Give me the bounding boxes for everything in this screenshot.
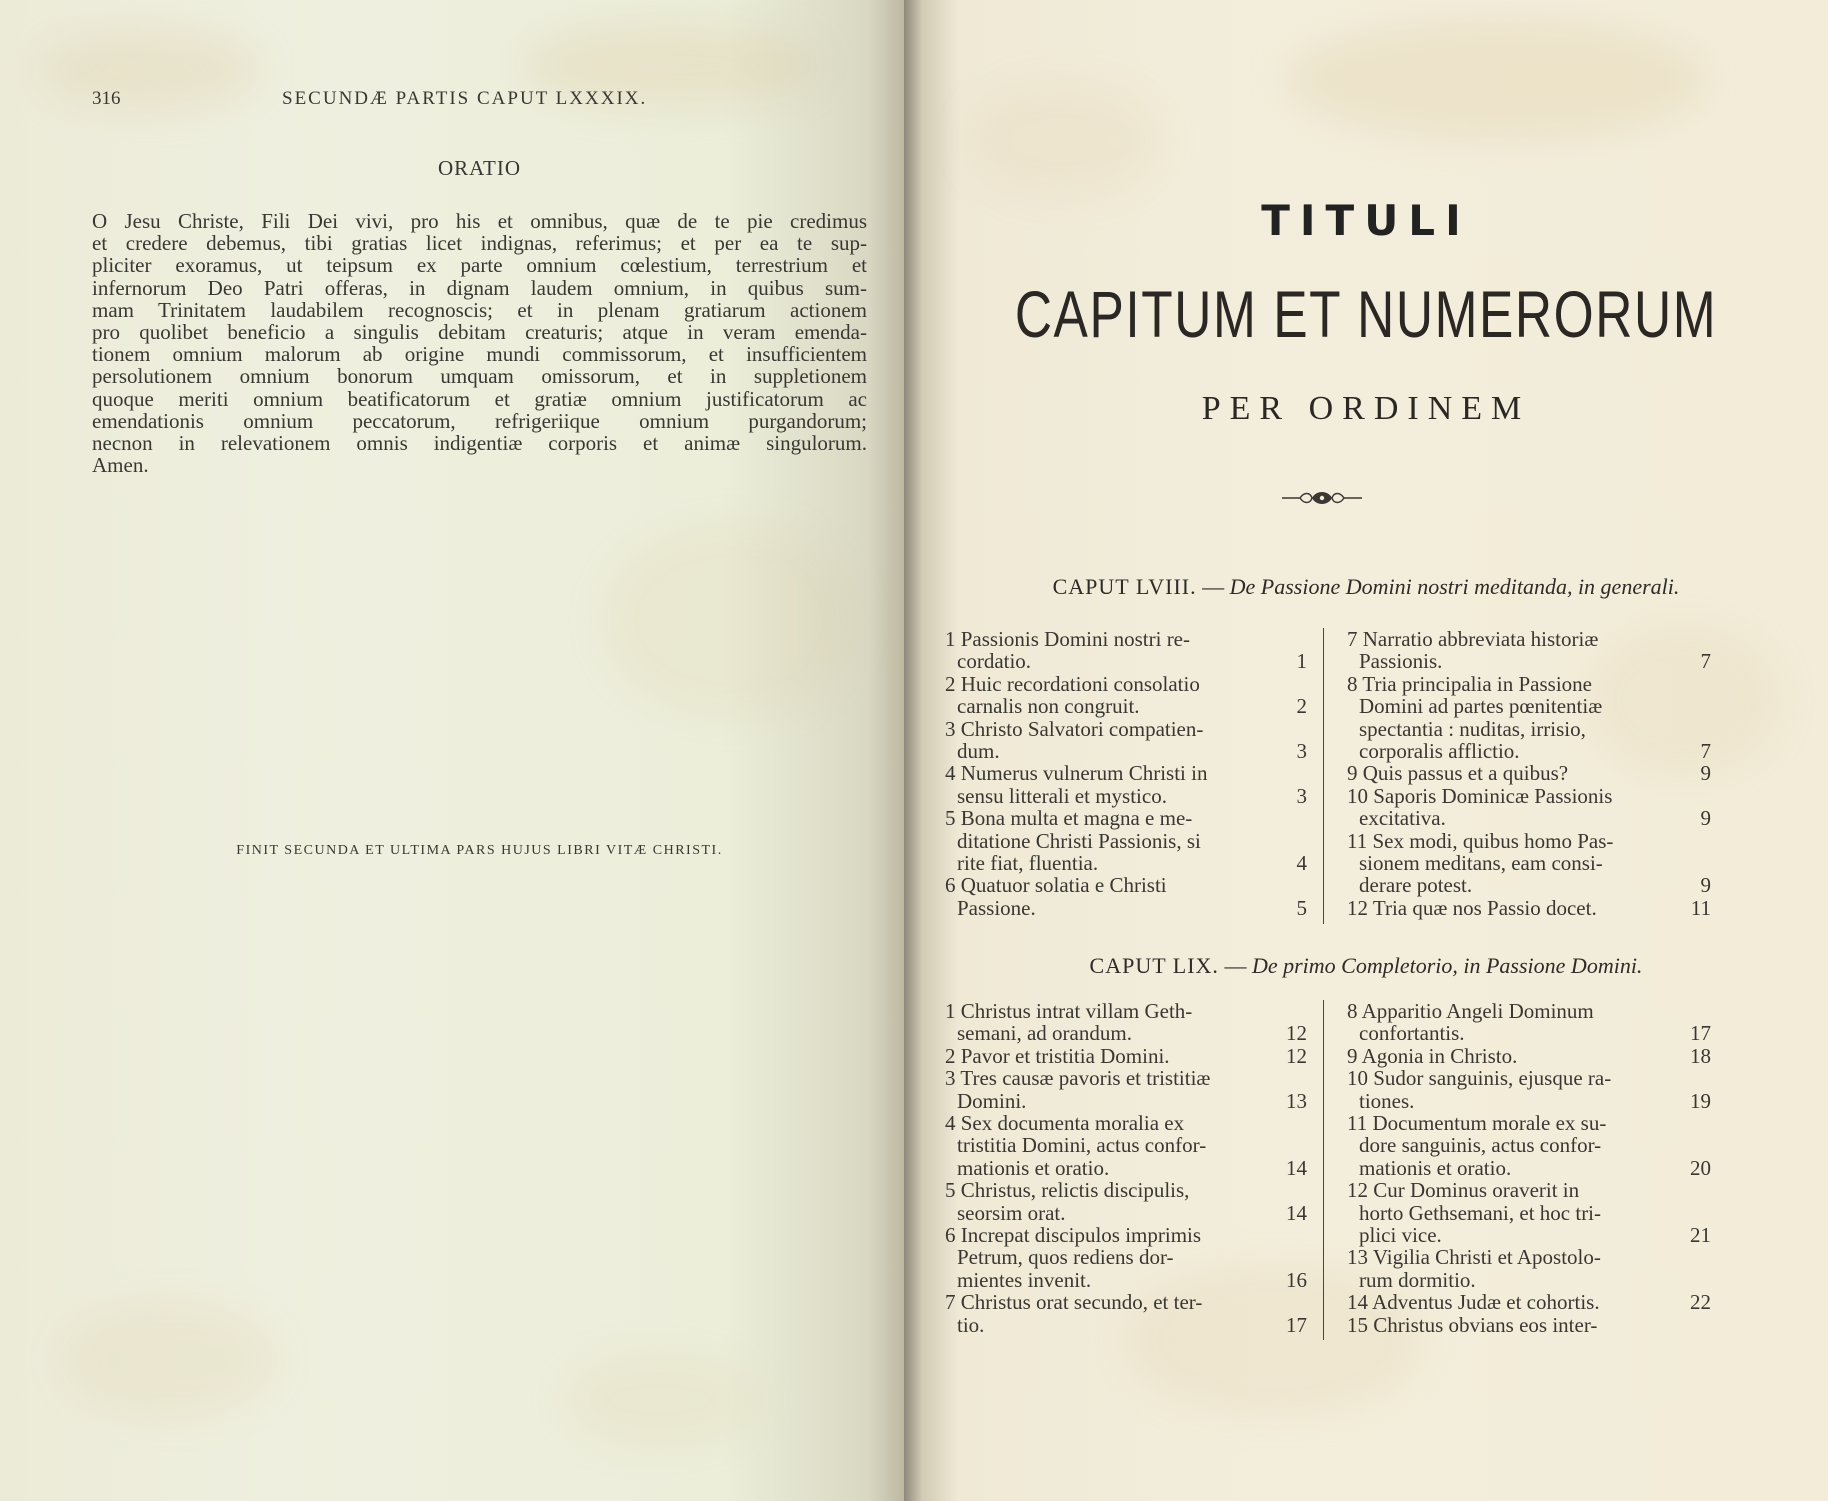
prayer-title: ORATIO (438, 156, 521, 180)
toc-line: 1 Passionis Domini nostri re- (945, 627, 1190, 651)
toc-line: tiones. 19 (1359, 1088, 1711, 1113)
page-number: 316 (92, 88, 121, 109)
toc-line: 13 Vigilia Christi et Apostolo- (1347, 1245, 1601, 1270)
toc-line: Domini ad partes pœnitentiæ (1359, 694, 1603, 719)
column-rule (1323, 1000, 1324, 1340)
toc-line: dum. 3 (957, 739, 1307, 764)
title-line-3: PER ORDINEM (1201, 390, 1531, 427)
prayer-line: tionem omnium malorum ab origine mundi commissorum, et insufficientem (92, 342, 867, 367)
toc-line: 7 Narratio abbreviata historiæ (1347, 627, 1599, 651)
toc-line: derare potest. 9 (1359, 873, 1711, 898)
toc-line: mationis et oratio. 14 (957, 1155, 1307, 1180)
toc-line: mationis et oratio. 20 (1359, 1155, 1711, 1180)
ornament-divider-icon (1280, 486, 1364, 510)
chapter-heading-lviii (904, 574, 1828, 600)
toc-line: 11 Documentum morale ex su- (1347, 1111, 1607, 1136)
toc-line: 10 Saporis Dominicæ Passionis (1347, 783, 1613, 808)
running-head-title: SECUNDÆ PARTIS CAPUT LXXXIX. (282, 88, 648, 109)
toc-line: rum dormitio. (1359, 1267, 1476, 1292)
prayer-line: pliciter exoramus, ut teipsum ex parte omnium cœlestium, terrestrium et (92, 253, 867, 278)
column-rule (1323, 628, 1324, 924)
toc-line: 12 Cur Dominus oraverit in (1347, 1178, 1580, 1203)
toc-line: seorsim orat. 14 (957, 1200, 1307, 1225)
chapter-heading-lix (904, 953, 1828, 979)
toc-line: tio. 17 (957, 1312, 1307, 1337)
toc-line: spectantia : nuditas, irrisio, (1359, 716, 1586, 741)
toc-line: 3 Christo Salvatori compatien- (945, 716, 1204, 741)
prayer-line: pro quolibet beneficio a singulis debitam creaturis; atque in veram emenda- (92, 320, 867, 345)
toc-line: Domini. 13 (957, 1088, 1307, 1113)
toc-line: 15 Christus obvians eos inter- (1347, 1312, 1598, 1337)
toc-column-right (1347, 628, 1711, 919)
prayer-line: et credere debemus, tibi gratias licet indignas, referimus; et per ea te sup- (92, 231, 867, 256)
toc-line: 6 Quatuor solatia e Christi (945, 873, 1167, 898)
prayer-line: emendationis omnium peccatorum, refrigeriique omnium purgandorum; (92, 408, 867, 433)
toc-line: excitativa. 9 (1359, 806, 1711, 831)
running-head (92, 88, 682, 112)
chapter-label: CAPUT LIX. (1089, 953, 1219, 978)
toc-line: 10 Sudor sanguinis, ejusque ra- (1347, 1066, 1612, 1091)
toc-line: carnalis non congruit. 2 (957, 694, 1307, 719)
chapter-dash: — (1218, 953, 1252, 978)
toc-line: Passione. 5 (957, 895, 1307, 920)
toc-line: 6 Increpat discipulos imprimis (945, 1223, 1202, 1248)
toc-line: ditatione Christi Passionis, si (957, 828, 1201, 853)
toc-line: dore sanguinis, actus confor- (1359, 1133, 1602, 1158)
toc-line: 8 Apparitio Angeli Dominum (1347, 999, 1594, 1023)
chapter-label: CAPUT LVIII. (1052, 574, 1197, 599)
toc-line: corporalis afflictio. 7 (1359, 739, 1711, 764)
toc-column-left (945, 1000, 1307, 1336)
toc-line: 5 Bona multa et magna e me- (945, 806, 1193, 831)
prayer-line: quoque meriti omnium beatificatorum et gratiæ omnium justificatorum ac (92, 386, 867, 411)
toc-line: sensu litterali et mystico. 3 (957, 783, 1307, 808)
toc-column-left (945, 628, 1307, 919)
prayer-line: necnon in relevationem omnis indigentiæ corporis et animæ singulorum. (92, 431, 867, 456)
colophon-line: FINIT SECUNDA ET ULTIMA PARS HUJUS LIBRI VITÆ CHRISTI. (236, 843, 723, 858)
prayer-line: mam Trinitatem laudabilem recognoscis; et in plenam gratiarum actionem (92, 297, 867, 322)
chapter-title: De primo Completorio, in Passione Domini. (1251, 953, 1643, 978)
toc-line: mientes invenit. 16 (957, 1267, 1307, 1292)
toc-line: 14 Adventus Judæ et cohortis. 22 (1347, 1290, 1711, 1315)
toc-line: confortantis. 17 (1359, 1021, 1711, 1046)
toc-line: 4 Numerus vulnerum Christi in (945, 761, 1208, 786)
toc-line: 1 Christus intrat villam Geth- (945, 999, 1193, 1023)
toc-line: Passionis. 7 (1359, 649, 1711, 674)
title-line-1: TITULI (1261, 196, 1471, 245)
toc-line: 9 Agonia in Christo. 18 (1347, 1043, 1711, 1068)
toc-line: 7 Christus orat secundo, et ter- (945, 1290, 1203, 1315)
toc-line: Petrum, quos rediens dor- (957, 1245, 1174, 1270)
toc-line: rite fiat, fluentia. 4 (957, 851, 1307, 876)
toc-line: 2 Huic recordationi consolatio (945, 671, 1200, 696)
toc-line: plici vice. 21 (1359, 1223, 1711, 1248)
toc-line: 5 Christus, relictis discipulis, (945, 1178, 1190, 1203)
toc-line: 4 Sex documenta moralia ex (945, 1111, 1185, 1136)
prayer-text (92, 210, 867, 476)
title-line-2: CAPITUM ET NUMERORUM (1014, 277, 1718, 351)
toc-line: 11 Sex modi, quibus homo Pas- (1347, 828, 1614, 853)
prayer-line: persolutionem omnium bonorum umquam omissorum, et in suppletionem (92, 364, 867, 389)
toc-line: sionem meditans, eam consi- (1359, 851, 1603, 876)
toc-column-right (1347, 1000, 1711, 1336)
toc-line: 8 Tria principalia in Passione (1347, 671, 1592, 696)
prayer-line: Amen. (92, 453, 149, 478)
prayer-line: infernorum Deo Patri offeras, in dignam laudem omnium, in quibus sum- (92, 275, 867, 300)
toc-line: 12 Tria quæ nos Passio docet. 11 (1347, 895, 1711, 920)
toc-line: horto Gethsemani, et hoc tri- (1359, 1200, 1602, 1225)
toc-line: 9 Quis passus et a quibus? 9 (1347, 761, 1711, 786)
prayer-line: O Jesu Christe, Fili Dei vivi, pro his et omnibus, quæ de te pie credimus (92, 209, 867, 233)
toc-line: semani, ad orandum. 12 (957, 1021, 1307, 1046)
toc-line: 2 Pavor et tristitia Domini. 12 (945, 1043, 1307, 1068)
toc-line: cordatio. 1 (957, 649, 1307, 674)
chapter-title: De Passione Domini nostri meditanda, in generali. (1229, 574, 1680, 599)
chapter-dash: — (1196, 574, 1230, 599)
toc-line: 3 Tres causæ pavoris et tristitiæ (945, 1066, 1211, 1091)
toc-line: tristitia Domini, actus confor- (957, 1133, 1207, 1158)
